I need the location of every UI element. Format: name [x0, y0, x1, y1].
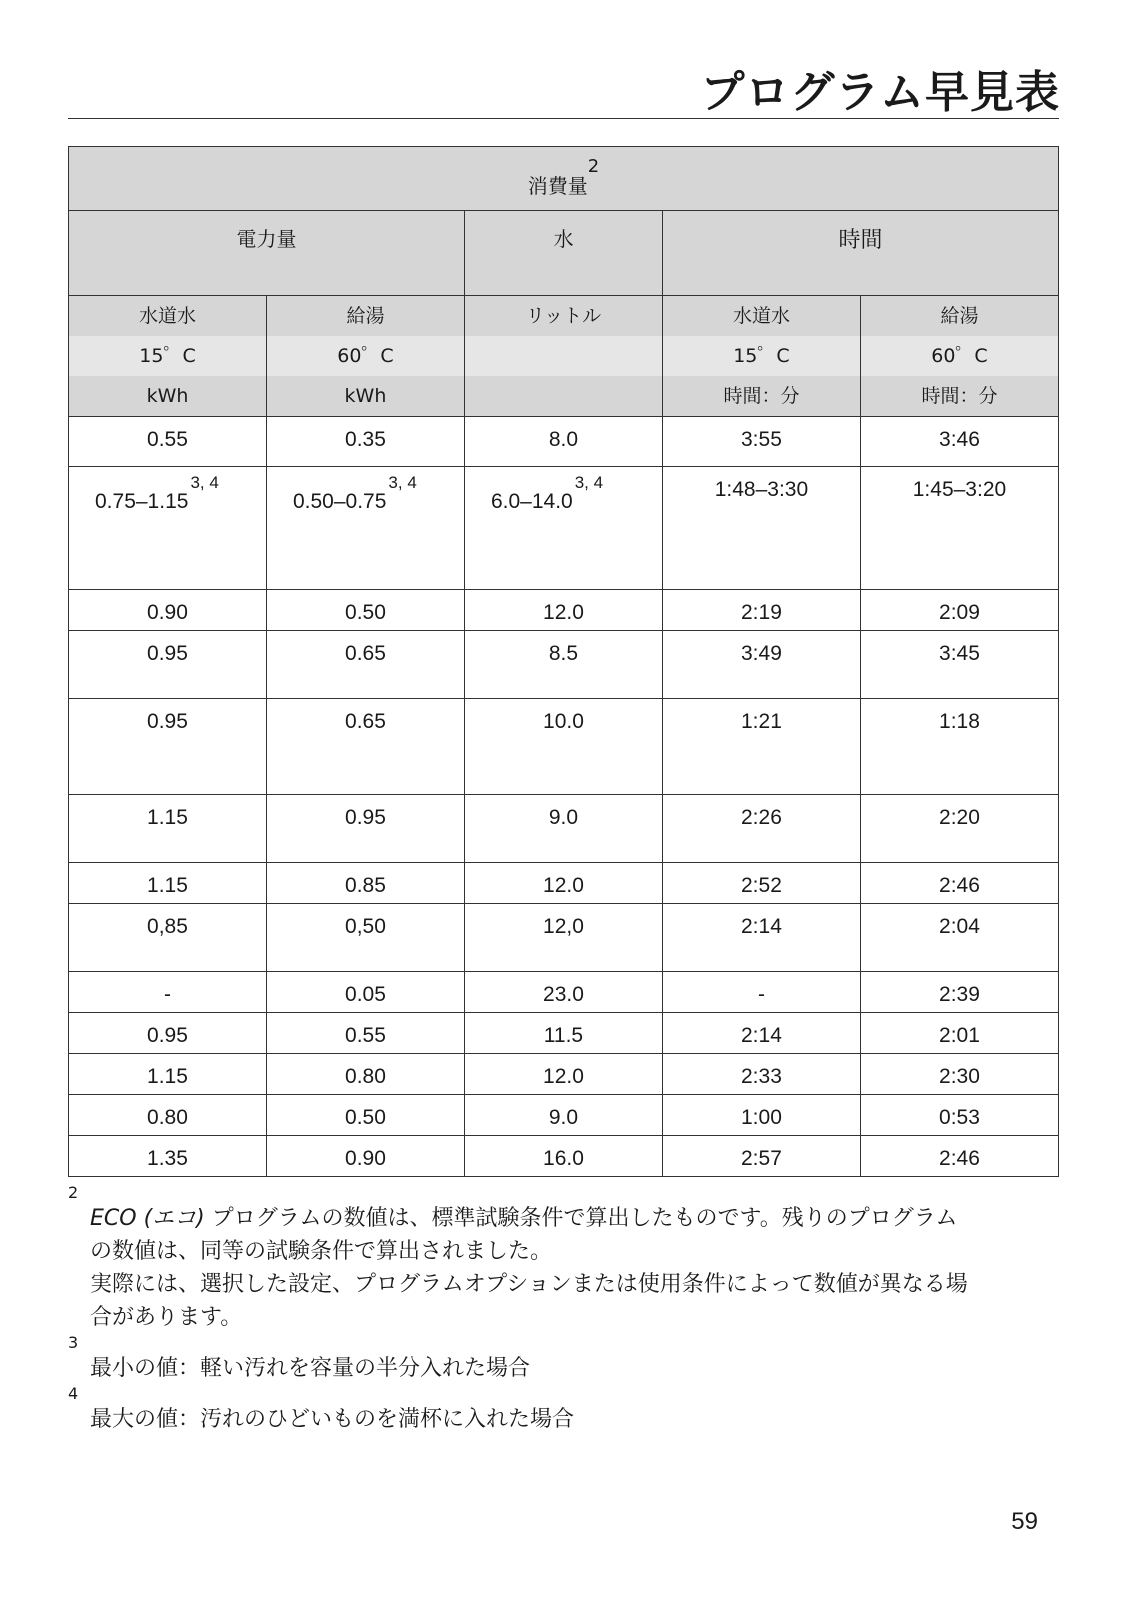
header-power: 電力量 — [69, 211, 465, 296]
table-row: 0.80 0.50 9.0 1:00 0:53 — [69, 1095, 1059, 1136]
table-row: - 0.05 23.0 - 2:39 — [69, 972, 1059, 1013]
table-row: 0,85 0,50 12,0 2:14 2:04 — [69, 904, 1059, 972]
table-row: 1.15 0.85 12.0 2:52 2:46 — [69, 863, 1059, 904]
title-divider — [68, 118, 1059, 119]
footnote-3: 3 最小の値：軽い汚れを容量の半分入れた場合 — [68, 1338, 1068, 1385]
table-row: 1.35 0.90 16.0 2:57 2:46 — [69, 1136, 1059, 1177]
footnote-mark-4: 4 — [68, 1384, 79, 1403]
header-consumption-row — [69, 147, 1059, 211]
footnote-mark-2: 2 — [68, 1183, 79, 1202]
footnote-ref-3-4: 3, 4 — [190, 473, 219, 492]
table-row: 1.15 0.80 12.0 2:33 2:30 — [69, 1054, 1059, 1095]
header-unit-water: リットル — [464, 296, 662, 417]
page-title: プログラム早見表 — [700, 67, 1060, 118]
footnote-4: 4 最大の値：汚れのひどいものを満杯に入れた場合 — [68, 1389, 1068, 1436]
program-table — [68, 146, 1059, 1177]
table-row: 0.55 0.35 8.0 3:55 3:46 — [69, 417, 1059, 467]
footnote-ref-2: 2 — [587, 155, 600, 177]
header-group-row — [69, 211, 1059, 296]
header-consumption — [69, 147, 1059, 211]
table-row: 0.95 0.55 11.5 2:14 2:01 — [69, 1013, 1059, 1054]
header-time: 時間 — [662, 211, 1058, 296]
footnote-ref-3-4: 3, 4 — [388, 473, 417, 492]
header-unit-cold-time: 水道水 15゜C 時間：分 — [662, 296, 860, 417]
table-row: 0.95 0.65 8.5 3:49 3:45 — [69, 631, 1059, 699]
header-consumption-label: 消費量$^2$ — [527, 155, 600, 199]
header-unit-cold-power: 水道水 15゜C kWh — [69, 296, 267, 417]
page-number: 59 — [1011, 1508, 1038, 1535]
header-unit-hot-time: 給湯 60゜C 時間：分 — [860, 296, 1058, 417]
footnote-mark-3: 3 — [68, 1333, 79, 1352]
table-row: 0.75–1.15$^{3, 4}$ 0.50–0.75$^{3, 4}$ 6.0–14.0$^{3, 4}$ 1:48–3:30 1:45–3:20 — [69, 467, 1059, 590]
footnotes — [68, 1183, 1068, 1440]
header-unit-hot-power: 給湯 60゜C kWh — [266, 296, 464, 417]
header-unit-row — [69, 296, 1059, 417]
table-row: 0.90 0.50 12.0 2:19 2:09 — [69, 590, 1059, 631]
table-row: 1.15 0.95 9.0 2:26 2:20 — [69, 795, 1059, 863]
footnote-2: 2 ECO (エコ) プログラムの数値は、標準試験条件で算出したものです。残りのプログラム の数値は、同等の試験条件で算出されました。 実際には、選択した設定、プログラムオプションまたは使用条件によって数値が異なる場 合があります。 — [68, 1188, 1068, 1334]
footnote-ref-3-4: 3, 4 — [574, 473, 604, 492]
table-row: 0.95 0.65 10.0 1:21 1:18 — [69, 699, 1059, 795]
header-water: 水 — [464, 211, 662, 296]
